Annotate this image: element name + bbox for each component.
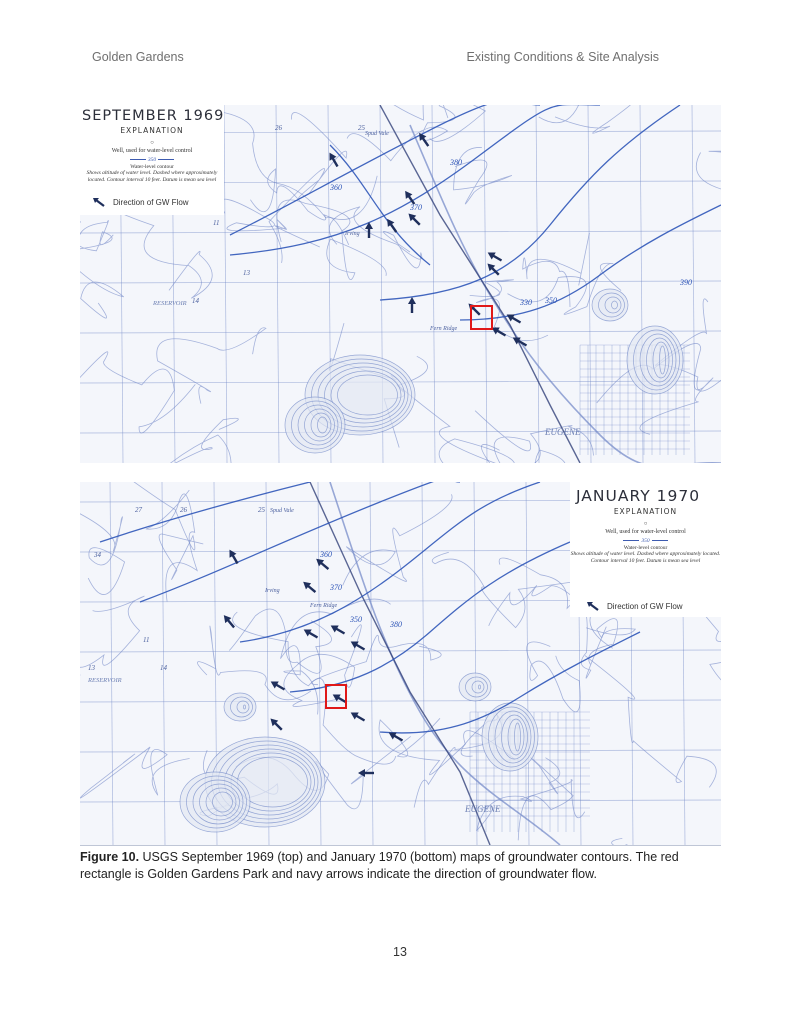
stream-line	[80, 220, 113, 250]
section-grid-line	[80, 281, 721, 283]
map-label: Irving	[345, 231, 360, 237]
map-label: 330	[520, 298, 532, 307]
contour-legend-bottom	[570, 538, 721, 564]
explanation-label-top: EXPLANATION	[120, 126, 184, 135]
map-title-bottom: JANUARY 1970	[576, 487, 701, 505]
flow-direction-arrow	[406, 211, 423, 228]
stream-line	[432, 552, 573, 627]
map-label: 380	[390, 620, 402, 629]
running-header-right: Existing Conditions & Site Analysis	[466, 50, 659, 64]
flow-direction-arrow	[301, 579, 318, 595]
railroad-line	[310, 482, 490, 845]
legend-september-1969	[80, 105, 224, 215]
stream-line	[329, 207, 422, 268]
stream-line	[539, 105, 637, 133]
section-grid-line	[80, 750, 721, 752]
arrow-legend-top	[92, 197, 189, 207]
section-grid-line	[80, 650, 721, 652]
well-legend-top	[80, 139, 224, 155]
contour-label-top: Water-level contour	[130, 163, 174, 170]
map-label: 27	[135, 506, 142, 514]
well-symbol-icon: ○	[643, 521, 648, 527]
contour-line-icon	[130, 159, 146, 160]
section-grid-line	[422, 482, 425, 845]
stream-line	[312, 635, 442, 684]
explanation-label-bottom: EXPLANATION	[613, 507, 678, 516]
section-grid-line	[526, 482, 529, 845]
flow-direction-arrow	[268, 716, 285, 733]
legend-january-1970	[570, 482, 721, 617]
map-label: RESERVOIR	[88, 677, 122, 684]
well-legend-bottom	[570, 520, 721, 536]
stream-line	[347, 105, 455, 161]
water-level-contour	[380, 105, 680, 300]
flow-direction-arrow	[226, 548, 241, 566]
flow-direction-arrow	[349, 709, 367, 724]
map-label: 13	[243, 269, 250, 277]
map-label: 14	[160, 664, 167, 672]
map-label: EUGENE	[545, 427, 581, 437]
map-label: 350	[545, 296, 557, 305]
water-level-contour	[290, 542, 570, 692]
water-level-contour	[240, 482, 540, 642]
map-label: 13	[88, 664, 95, 672]
arrow-label-top: Direction of GW Flow	[113, 197, 189, 207]
stream-line	[454, 147, 512, 204]
stream-line	[80, 747, 189, 798]
stream-line	[585, 656, 716, 788]
figure-label: Figure 10.	[80, 850, 140, 864]
stream-line	[146, 490, 197, 601]
arrow-legend-bottom	[586, 601, 683, 611]
stream-line	[80, 352, 195, 433]
river-line	[330, 482, 560, 845]
flow-direction-arrow	[387, 729, 405, 744]
map-label: 11	[143, 636, 150, 644]
map-label: 25	[258, 506, 265, 514]
stream-line	[612, 838, 695, 845]
contour-line-icon	[158, 159, 174, 160]
map-label: Spud Vale	[270, 508, 294, 514]
map-label: 360	[330, 183, 342, 192]
stream-line	[315, 105, 486, 141]
running-header-left: Golden Gardens	[92, 50, 184, 64]
section-grid-line	[474, 482, 477, 845]
map-label: 360	[320, 550, 332, 559]
flow-arrow-icon	[92, 197, 106, 207]
stream-line	[250, 169, 377, 220]
stream-line	[130, 482, 203, 580]
flow-arrow-icon	[586, 601, 600, 611]
map-label: 26	[275, 124, 282, 132]
map-label: Irving	[265, 588, 280, 594]
contour-note-top: Shows altitude of water level. Dashed where approximately located. Contour interval 10 feet. Datum is mean sea level	[86, 170, 218, 183]
map-label: EUGENE	[465, 804, 501, 814]
well-symbol-icon: ○	[150, 140, 154, 146]
section-grid-line	[80, 231, 721, 233]
golden-gardens-site-box-bottom	[325, 684, 347, 709]
map-label: 34	[94, 551, 101, 559]
map-label: 25	[358, 124, 365, 132]
stream-line	[696, 151, 721, 195]
map-label: 370	[410, 203, 422, 212]
flow-direction-arrow	[511, 334, 529, 349]
flow-direction-arrow	[329, 622, 347, 637]
topo-hill	[627, 326, 683, 394]
figure-caption-text: USGS September 1969 (top) and January 1970 (bottom) maps of groundwater contours. The red rectangle is Golden Gardens Park and navy arrows indicate the direction of groundwater flow.	[80, 850, 679, 881]
contour-value-bottom: 350	[641, 538, 650, 544]
section-grid-line	[80, 800, 721, 802]
stream-line	[80, 508, 125, 595]
map-label: Fern Ridge	[310, 603, 338, 609]
contour-label-bottom: Water-level contour	[623, 544, 668, 551]
section-grid-line	[80, 700, 721, 702]
map-title-top: SEPTEMBER 1969	[82, 108, 225, 124]
arrow-label-bottom: Direction of GW Flow	[607, 601, 683, 611]
well-label-bottom: Well, used for water-level control	[605, 529, 686, 535]
section-grid-line	[370, 482, 373, 845]
well-label-top: Well, used for water-level control	[111, 148, 193, 154]
map-label: 14	[192, 297, 199, 305]
map-label: Fern Ridge	[430, 326, 458, 332]
stream-line	[277, 200, 386, 280]
section-grid-line	[80, 331, 721, 333]
map-label: 11	[213, 219, 220, 227]
map-label: 370	[330, 583, 342, 592]
map-label: 390	[680, 278, 692, 287]
flow-direction-arrow	[408, 297, 416, 313]
map-label: 350	[350, 615, 362, 624]
map-label: 26	[180, 506, 187, 514]
contour-value-top: 350	[147, 157, 157, 163]
river-line	[410, 125, 721, 463]
page-number: 13	[393, 945, 407, 959]
figure-caption	[80, 849, 730, 883]
topo-hill	[592, 289, 628, 321]
caption-divider	[80, 845, 721, 846]
section-grid-line	[536, 105, 539, 463]
map-label: Spud Vale	[365, 131, 389, 137]
map-label: 380	[450, 158, 462, 167]
flow-direction-arrow	[302, 626, 320, 641]
contour-legend-top	[80, 157, 224, 183]
map-label: RESERVOIR	[153, 300, 187, 307]
stream-line	[284, 625, 361, 707]
section-grid-line	[224, 105, 227, 463]
golden-gardens-site-box-top	[470, 305, 493, 330]
section-grid-line	[276, 105, 279, 463]
contour-note-bottom: Shows altitude of water level. Dashed where approximately located. Contour interval 10 feet. Datum is mean sea level	[570, 551, 721, 564]
stream-line	[80, 259, 124, 318]
section-grid-line	[432, 105, 435, 463]
contour-line-icon	[623, 540, 639, 541]
stream-line	[518, 757, 573, 840]
contour-line-icon	[652, 540, 668, 541]
stream-line	[80, 596, 144, 689]
flow-direction-arrow	[486, 249, 504, 264]
section-grid-line	[692, 105, 695, 463]
stream-line	[398, 356, 530, 463]
